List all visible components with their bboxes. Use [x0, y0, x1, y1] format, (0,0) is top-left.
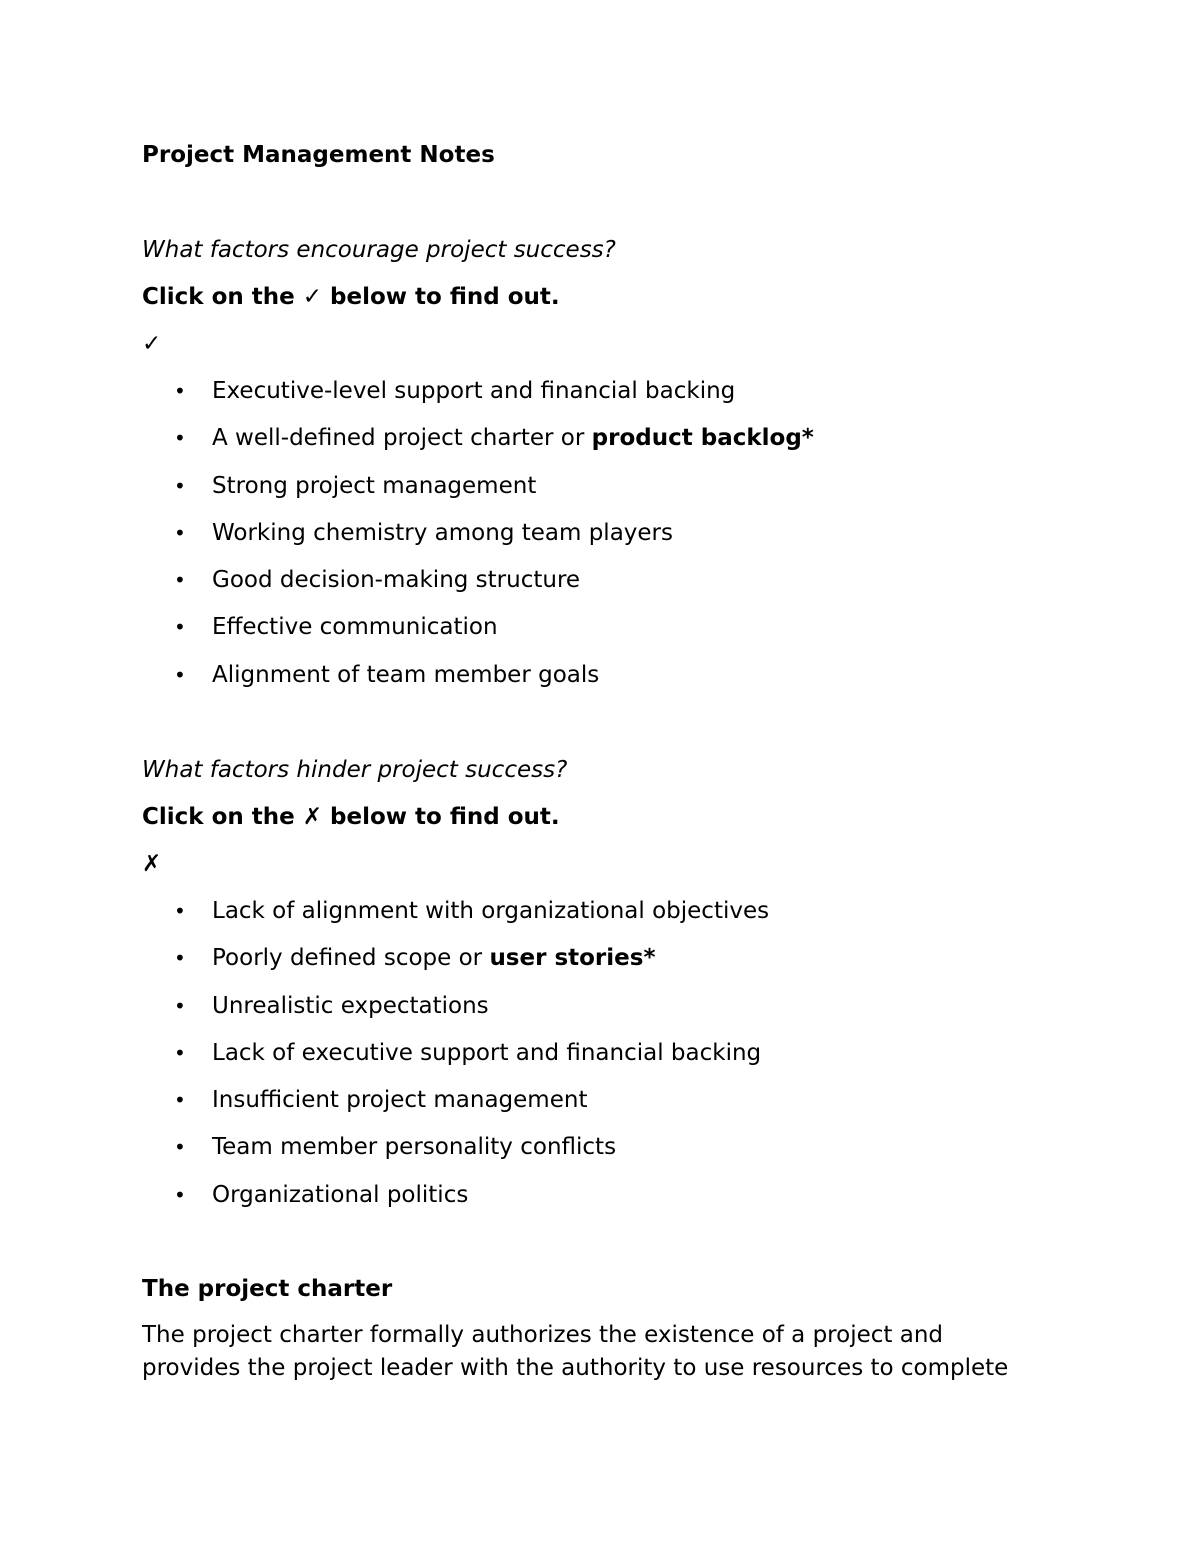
list-item: • Poorly defined scope or user stories* [174, 945, 656, 972]
charter-line-2: provides the project leader with the authority to use resources to complete [142, 1355, 1009, 1381]
list-item: • Lack of executive support and financial backing [174, 1039, 762, 1066]
bullet-icon: • [174, 1040, 186, 1065]
checkmark-icon: ✓ [302, 284, 323, 310]
bullet-icon: • [174, 426, 186, 451]
hinder-prompt-before: Click on the [142, 804, 303, 830]
list-item: • Working chemistry among team players [174, 519, 673, 546]
bullet-icon: • [174, 1135, 186, 1160]
success-toggle-checkmark-icon[interactable]: ✓ [142, 331, 162, 357]
bullet-icon: • [174, 662, 186, 687]
list-item: • Effective communication [174, 614, 498, 641]
bullet-icon: • [174, 520, 186, 545]
success-question: What factors encourage project success? [142, 237, 616, 263]
bullet-icon: • [174, 1182, 186, 1207]
hinder-prompt-after: below to find out. [322, 804, 560, 830]
page-title: Project Management Notes [142, 142, 495, 168]
bullet-icon: • [174, 993, 186, 1018]
list-item: • Alignment of team member goals [174, 661, 600, 688]
cross-icon: ✗ [302, 804, 323, 830]
bullet-icon: • [174, 615, 186, 640]
hinder-prompt [142, 803, 560, 831]
list-item: • Good decision-making structure [174, 567, 581, 594]
bullet-icon: • [174, 473, 186, 498]
product-backlog-term: product backlog* [591, 425, 814, 452]
list-item: • Team member personality conflicts [174, 1134, 617, 1161]
bullet-icon: • [174, 568, 186, 593]
list-item: • Insufficient project management [174, 1087, 588, 1114]
success-factors-list [142, 377, 814, 708]
hinder-factors-list [142, 897, 769, 1228]
bullet-icon: • [174, 379, 186, 403]
success-prompt [142, 283, 560, 311]
bullet-icon: • [174, 1088, 186, 1113]
bullet-icon: • [174, 946, 186, 971]
success-prompt-after: below to find out. [322, 284, 560, 310]
list-item: • Organizational politics [174, 1181, 469, 1208]
list-item: • Strong project management [174, 472, 537, 499]
charter-paragraph [142, 1319, 1042, 1385]
success-prompt-before: Click on the [142, 284, 303, 310]
list-item: • Unrealistic expectations [174, 992, 489, 1019]
hinder-toggle-cross-icon[interactable]: ✗ [142, 851, 162, 877]
list-item: • Executive-level support and financial backing [174, 378, 736, 404]
charter-heading: The project charter [142, 1276, 393, 1302]
list-item: • Lack of alignment with organizational objectives [174, 898, 770, 924]
hinder-question: What factors hinder project success? [142, 757, 568, 783]
user-stories-term: user stories* [489, 945, 656, 972]
charter-line-1: The project charter formally authorizes the existence of a project and [142, 1322, 943, 1348]
list-item: • A well-defined project charter or product backlog* [174, 425, 814, 452]
bullet-icon: • [174, 899, 186, 923]
